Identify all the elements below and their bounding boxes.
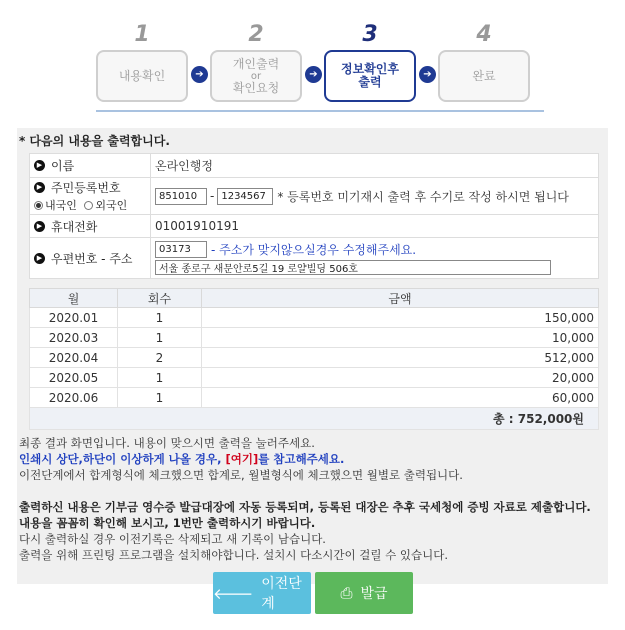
info-box [29, 153, 599, 279]
bullet-arrow-icon: ▶ [34, 253, 45, 264]
donation-table [29, 288, 599, 430]
step-3-box [324, 50, 416, 102]
cell-amount: 512,000 [202, 348, 599, 368]
postcode-hint: - 주소가 맞지않으실경우 수정해주세요. [211, 243, 417, 257]
table-row [30, 308, 599, 328]
name-value: 온라인행정 [150, 154, 598, 177]
notes-block [19, 435, 607, 563]
steps-divider [96, 110, 544, 112]
cell-amount: 60,000 [202, 388, 599, 408]
cell-month: 2020.03 [30, 328, 118, 348]
note-line: 이전단계에서 합계형식에 체크했으면 합계로, 월별형식에 체크했으면 월별로 출력됩니다. [19, 468, 463, 482]
printer-icon: ⎙ [340, 584, 353, 602]
table-row [30, 388, 599, 408]
step-2 [210, 22, 302, 102]
cell-month: 2020.06 [30, 388, 118, 408]
arrow-right-icon: ➔ [419, 66, 436, 83]
bullet-arrow-icon: ▶ [34, 160, 45, 171]
cell-count: 1 [118, 308, 202, 328]
table-row [30, 348, 599, 368]
bullet-arrow-icon: ▶ [34, 221, 45, 232]
rrn-hint: * 등록번호 미기재시 출력 후 수기로 작성 하시면 됩니다 [277, 189, 569, 204]
step-3-label-sub: 출력 [358, 75, 382, 89]
table-row [30, 368, 599, 388]
name-label-text: 이름 [51, 159, 75, 173]
step-2-box [210, 50, 302, 102]
step-1 [96, 22, 188, 102]
rrn-separator: - [210, 189, 215, 203]
step-2-label-or: or [250, 70, 262, 82]
rrn-label [30, 178, 150, 214]
step-4-number: 4 [476, 22, 492, 47]
address-row [30, 238, 598, 278]
issue-label: 발급 [360, 586, 388, 602]
prev-step-button[interactable] [213, 572, 311, 614]
bullet-arrow-icon: ▶ [34, 182, 45, 193]
note-line: 출력을 위해 프린팅 프로그램을 설치해야합니다. 설치시 다소시간이 걸릴 수 있습니다. [19, 548, 449, 562]
cell-amount: 150,000 [202, 308, 599, 328]
cell-month: 2020.01 [30, 308, 118, 328]
step-1-label: 내용확인 [118, 68, 166, 83]
radio-domestic[interactable] [34, 201, 43, 210]
table-header-row [30, 289, 599, 308]
col-month: 월 [30, 289, 118, 308]
intro-text: * 다음의 내용을 출력합니다. [19, 134, 170, 148]
rrn-front-input[interactable] [155, 188, 207, 205]
col-amount: 금액 [202, 289, 599, 308]
address-input[interactable] [155, 260, 551, 275]
note-line: 출력하신 내용은 기부금 영수증 발급대장에 자동 등록되며, 등록된 대장은 추후 국세청에 증빙 자료로 제출합니다. [19, 500, 591, 514]
col-count: 회수 [118, 289, 202, 308]
name-row [30, 154, 598, 178]
phone-value: 01001910191 [150, 215, 598, 237]
prev-step-label: 이전단계 [261, 576, 302, 612]
note-line: 최종 결과 화면입니다. 내용이 맞으시면 출력을 눌러주세요. [19, 436, 315, 450]
rrn-value [150, 178, 598, 214]
note-line: 내용을 꼼꼼히 확인해 보시고, 1번만 출력하시기 바랍니다. [19, 516, 316, 530]
step-4-box [438, 50, 530, 102]
step-3-number: 3 [362, 22, 378, 47]
cell-month: 2020.04 [30, 348, 118, 368]
step-4 [438, 22, 530, 102]
rrn-back-input[interactable] [217, 188, 273, 205]
step-3-label: 정보확인후 [341, 62, 399, 76]
table-total-row [30, 408, 599, 430]
step-1-number: 1 [134, 22, 150, 47]
radio-foreign-label: 외국인 [95, 199, 128, 212]
radio-domestic-label: 내국인 [45, 199, 77, 212]
here-link[interactable]: [여기] [225, 452, 259, 466]
arrow-right-icon: ➔ [305, 66, 322, 83]
note-print-tip-tail: 를 참고해주세요. [258, 452, 345, 466]
arrow-right-icon: ➔ [191, 66, 208, 83]
issue-button[interactable] [315, 572, 413, 614]
step-2-label-sub: 확인요청 [232, 80, 280, 95]
radio-foreign[interactable] [84, 201, 93, 210]
rrn-row [30, 178, 598, 215]
phone-label [30, 215, 150, 237]
note-print-tip-text: 인쇄시 상단,하단이 이상하게 나올 경우, [19, 452, 226, 466]
note-print-tip [19, 451, 607, 467]
address-value [150, 238, 598, 278]
print-panel [17, 128, 608, 612]
table-row [30, 328, 599, 348]
note-line: 다시 출력하실 경우 이전기록은 삭제되고 새 기록이 남습니다. [19, 532, 326, 546]
name-label [30, 154, 150, 177]
cell-count: 1 [118, 328, 202, 348]
step-3 [324, 22, 416, 102]
cell-month: 2020.05 [30, 368, 118, 388]
step-2-number: 2 [248, 22, 264, 47]
cell-amount: 20,000 [202, 368, 599, 388]
step-progress [0, 0, 625, 112]
address-label [30, 238, 150, 278]
arrow-left-icon: 🡐 [213, 584, 254, 603]
cell-amount: 10,000 [202, 328, 599, 348]
phone-label-text: 휴대전화 [51, 219, 98, 234]
step-2-label: 개인출력 [232, 56, 280, 71]
rrn-label-text: 주민등록번호 [51, 181, 121, 195]
step-1-box [96, 50, 188, 102]
cell-count: 1 [118, 388, 202, 408]
address-label-text: 우편번호 - 주소 [51, 251, 133, 266]
step-4-label: 완료 [472, 68, 496, 83]
postcode-input[interactable] [155, 241, 207, 258]
total-amount: 총 : 752,000원 [30, 408, 599, 430]
cell-count: 2 [118, 348, 202, 368]
phone-row [30, 215, 598, 238]
cell-count: 1 [118, 368, 202, 388]
